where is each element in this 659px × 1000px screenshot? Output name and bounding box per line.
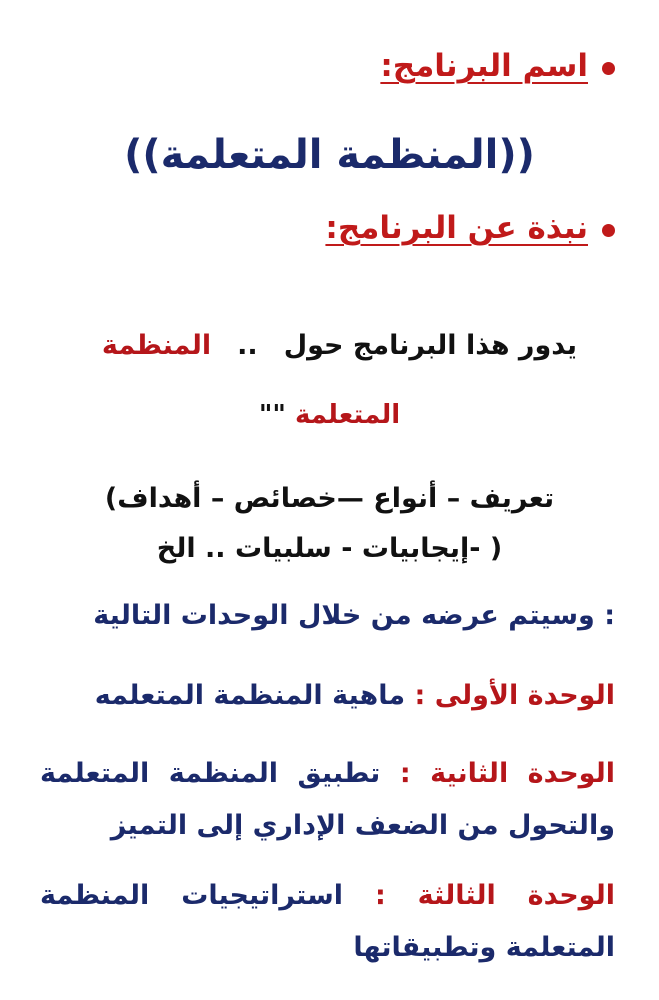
program-title: ((المنظمة المتعلمة)): [124, 132, 535, 178]
bullet-icon: [602, 62, 615, 75]
program-name-heading: [380, 48, 615, 84]
unit-2-colon: :: [399, 758, 411, 789]
units-intro: : وسيتم عرضه من خلال الوحدات التالية: [93, 600, 615, 631]
unit-3: [40, 870, 615, 974]
unit-2-text: تطبيق المنظمة المتعلمة والتحول من الضعف الإداري إلى التميز: [40, 758, 615, 841]
topics-line-2: ( -إيجابيات - سلبيات .. الخ: [156, 533, 503, 564]
unit-1: [40, 670, 615, 722]
unit-3-colon: :: [374, 880, 386, 911]
unit-1-text: ماهية المنظمة المتعلمه: [94, 680, 406, 711]
intro-highlight: المنظمة: [101, 330, 212, 361]
program-name-label: اسم البرنامج:: [380, 48, 588, 84]
unit-2: [40, 748, 615, 852]
about-label: نبذة عن البرنامج:: [325, 210, 588, 246]
topics-block: [0, 474, 659, 574]
topics-line-1: تعريف – أنواع —خصائص – أهداف): [104, 483, 555, 514]
unit-1-label: الوحدة الأولى: [434, 680, 615, 711]
intro-highlight-2: المتعلمة: [294, 400, 401, 430]
intro-line-2: [0, 400, 659, 430]
bullet-icon: [602, 224, 615, 237]
unit-1-colon: :: [414, 680, 426, 711]
unit-3-label: الوحدة الثالثة: [417, 880, 615, 911]
intro-quotes: "": [258, 400, 286, 430]
intro-prefix: يدور هذا البرنامج حول: [283, 330, 577, 361]
intro-line: [102, 330, 577, 361]
unit-3-text: استراتيجيات المنظمة المتعلمة وتطبيقاتها: [40, 880, 615, 963]
unit-2-label: الوحدة الثانية: [430, 758, 615, 789]
about-heading: [325, 210, 615, 246]
intro-dots: ..: [237, 330, 258, 361]
